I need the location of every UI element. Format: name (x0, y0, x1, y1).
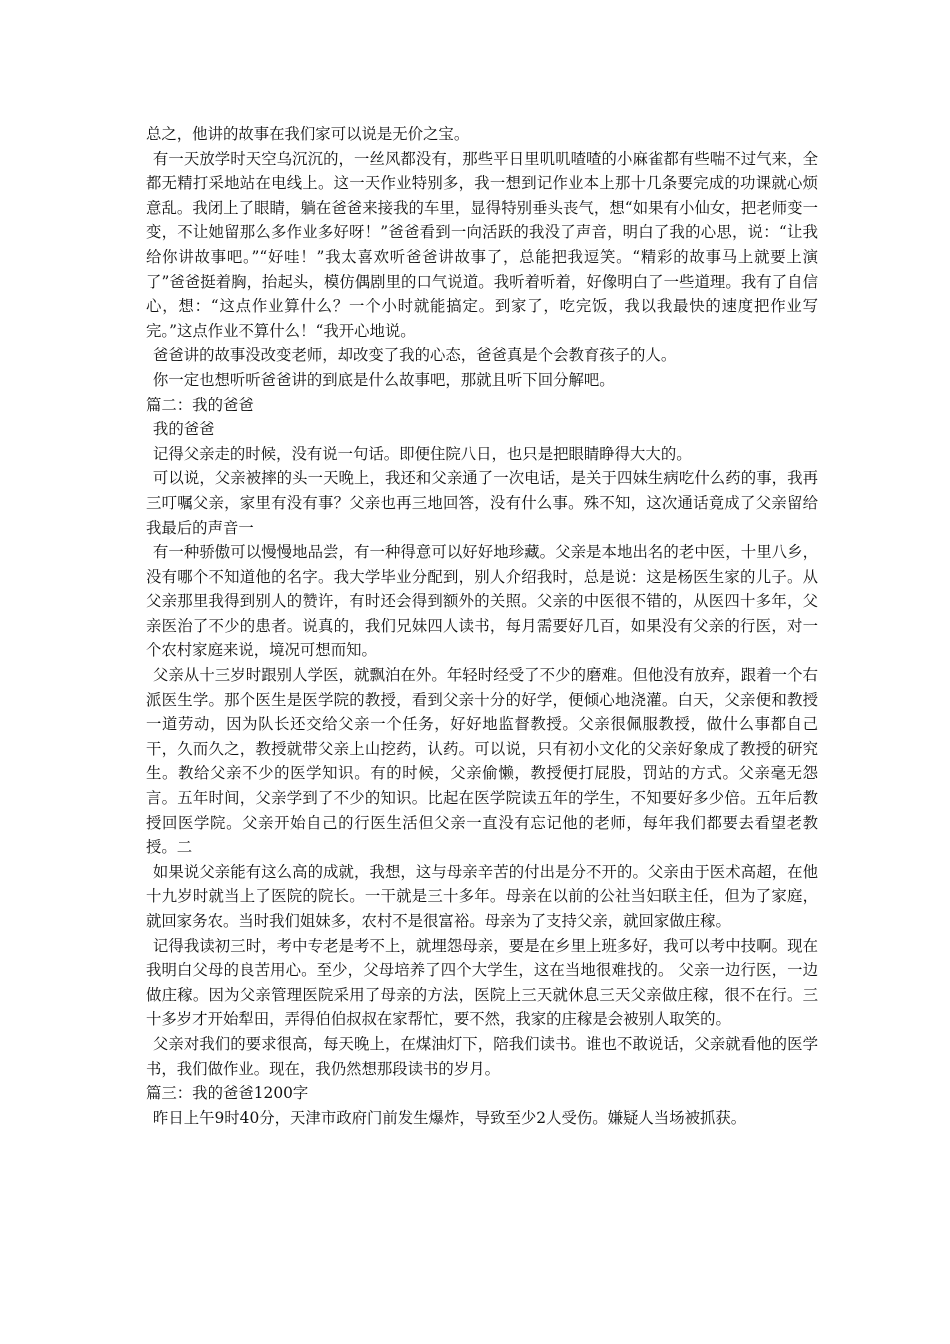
paragraph-story: 有一天放学时天空乌沉沉的，一丝风都没有，那些平日里叽叽喳喳的小麻雀都有些喘不过气来，全都无精打采地站在电线上。这一天作业特别多，我一想到记作业本上那十几条要完成的功课就心烦意乱。我闭上了眼睛，躺在爸爸来接我的车里，显得特别垂头丧气，想“如果有小仙女，把老师变一变，不让她留那么多作业多好呀！”爸爸看到一向活跃的我没了声音，明白了我的心思，说：“让我给你讲故事吧。”“好哇！”我太喜欢听爸爸讲故事了，总能把我逗笑。“精彩的故事马上就要上演了”爸爸挺着胸，抬起头，模仿偶剧里的口气说道。我听着听着，好像明白了一些道理。我有了自信心，想：“这点作业算什么？一个小时就能搞定。到家了，吃完饭，我以我最快的速度把作业写完。”这点作业不算什么！“我开心地说。 (146, 149, 818, 340)
paragraph-news: 昨日上午9时40分，天津市政府门前发生爆炸，导致至少2人受伤。嫌疑人当场被抓获。 (152, 1108, 747, 1127)
section-heading-part3: 篇三：我的爸爸1200字 (146, 1084, 309, 1103)
paragraph-next-time: 你一定也想听听爸爸讲的到底是什么故事吧，那就且听下回分解吧。 (152, 370, 615, 389)
document-page (146, 122, 818, 1130)
section-heading-part2: 篇二：我的爸爸 (146, 395, 254, 414)
paragraph-exams: 记得我读初三时，考中专老是考不上，就埋怨母亲，要是在乡里上班多好，我可以考中技啊。现在我明白父母的良苦用心。至少，父母培养了四个大学生，这在当地很难找的。 父亲一边行医，一边做庄稼。因为父亲管理医院采用了母亲的方法，医院上三天就休息三天父亲做庄稼，很不在行。三十多岁才开始犁田，弄得伯伯叔叔在家帮忙，要不然，我家的庄稼是会被别人取笑的。 (146, 936, 818, 1029)
paragraph-last-call: 可以说，父亲被摔的头一天晚上，我还和父亲通了一次电话，是关于四妹生病吃什么药的事，我再三叮嘱父亲，家里有没有事？父亲也再三地回答，没有什么事。殊不知，这次通话竟成了父亲留给我最后的声音一 (146, 469, 818, 537)
paragraph-attitude: 爸爸讲的故事没改变老师，却改变了我的心态，爸爸真是个会教育孩子的人。 (152, 346, 677, 365)
paragraph-pride: 有一种骄傲可以慢慢地品尝，有一种得意可以好好地珍藏。父亲是本地出名的老中医，十里八乡，没有哪个不知道他的名字。我大学毕业分配到，别人介绍我时，总是说：这是杨医生家的儿子。从父亲那里我得到别人的赞许，有时还会得到额外的关照。父亲的中医很不错的，从医四十多年，父亲医治了不少的患者。说真的，我们兄妹四人读书，每月需要好几百，如果没有父亲的行医，对一个农村家庭来说，境况可想而知。 (146, 543, 818, 660)
paragraph-father-passing: 记得父亲走的时候，没有说一句话。即便住院八日，也只是把眼睛睁得大大的。 (152, 444, 692, 463)
paragraph-study-nights: 父亲对我们的要求很高，每天晚上，在煤油灯下，陪我们读书。谁也不敢说话，父亲就看他的医学书，我们做作业。现在，我仍然想那段读书的岁月。 (146, 1034, 818, 1078)
paragraph-mother-support: 如果说父亲能有这么高的成就，我想，这与母亲辛苦的付出是分不开的。父亲由于医术高超，在他十九岁时就当上了医院的院长。一干就是三十多年。母亲在以前的公社当妇联主任，但为了家庭，就回家务农。当时我们姐妹多，农村不是很富裕。母亲为了支持父亲，就回家做庄稼。 (146, 862, 818, 930)
paragraph-apprenticeship: 父亲从十三岁时跟别人学医，就飘泊在外。年轻时经受了不少的磨难。但他没有放弃，跟着一个右派医生学。那个医生是医学院的教授，看到父亲十分的好学，便倾心地浇灌。白天，父亲便和教授一道劳动，因为队长还交给父亲一个任务，好好地监督教授。父亲很佩服教授，做什么事都自己干，久而久之，教授就带父亲上山挖药，认药。可以说，只有初小文化的父亲好象成了教授的研究生。教给父亲不少的医学知识。有的时候，父亲偷懒，教授便打屁股，罚站的方式。父亲毫无怨言。五年时间，父亲学到了不少的知识。比起在医学院读五年的学生，不知要好多少倍。五年后教授回医学院。父亲开始自己的行医生活但父亲一直没有忘记他的老师，每年我们都要去看望老教授。二 (146, 666, 818, 857)
paragraph-summary: 总之，他讲的故事在我们家可以说是无价之宝。 (146, 125, 470, 143)
subheading-my-father: 我的爸爸 (152, 420, 215, 439)
